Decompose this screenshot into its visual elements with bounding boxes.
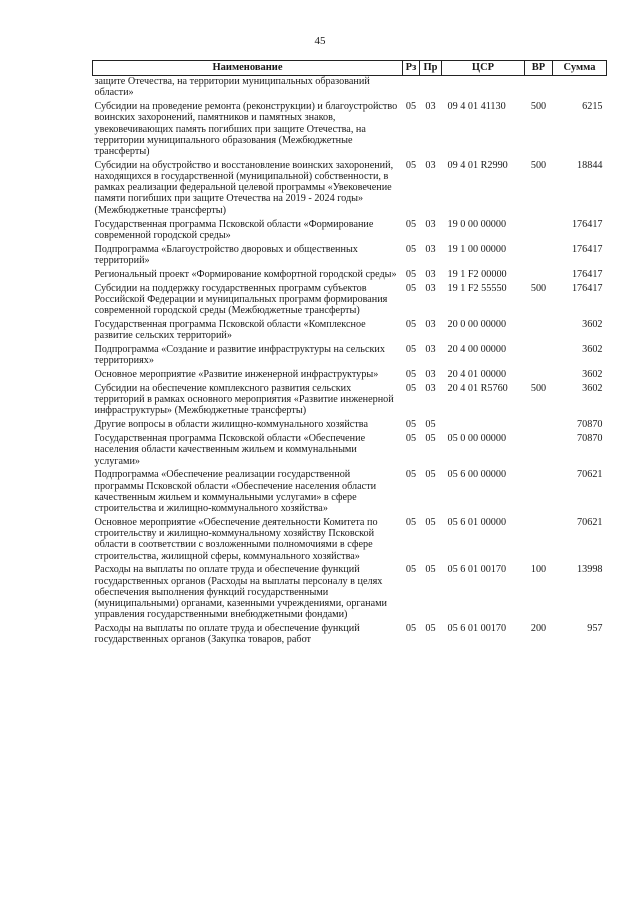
cell-csr: [442, 419, 525, 433]
page-number: 45: [314, 35, 326, 47]
table-row: [93, 269, 607, 283]
cell-sum: 70621: [577, 516, 603, 528]
cell-name: Региональный проект «Формирование комфортной городской среды»: [94, 268, 397, 280]
cell-csr: 05 6 01 00000: [447, 516, 507, 528]
cell-pr: 03: [425, 218, 436, 230]
table-header: [93, 61, 607, 76]
cell-csr: 05 6 01 00170: [447, 564, 507, 576]
cell-name: защите Отечества, на территории муниципальных образований области»: [94, 76, 370, 99]
cell-name: Субсидии на обеспечение комплексного развития сельских территорий в рамках основного мероприятия «Развитие инженерной инфраструктуры» (Межбюджетные трансферты): [94, 382, 394, 417]
cell-sum: 3602: [582, 369, 603, 381]
cell-sum: 3602: [582, 318, 603, 330]
cell-name: Основное мероприятие «Обеспечение деятельности Комитета по строительству и жилищно-коммунальному хозяйству Псковской области в соответствии с возложенными полномочиями в сфере строительства, жилищной сферы, коммунального хозяйства»: [94, 516, 378, 562]
cell-csr: [442, 76, 525, 102]
cell-rz: 05: [405, 382, 417, 394]
cell-pr: 05: [425, 469, 436, 481]
cell-rz: 05: [405, 282, 417, 294]
cell-sum: 18844: [577, 159, 603, 171]
cell-pr: 03: [425, 318, 436, 330]
table-row: [93, 244, 607, 269]
cell-name: Другие вопросы в области жилищно-коммунального хозяйства: [94, 419, 368, 431]
table-row: [93, 319, 607, 344]
cell-vr: [525, 76, 553, 102]
cell-rz: 05: [405, 343, 417, 355]
cell-csr: 05 6 01 00170: [447, 623, 507, 635]
cell-pr: 05: [425, 623, 436, 635]
table-row: [93, 344, 607, 369]
cell-vr: [525, 319, 553, 344]
header-pr: Пр: [420, 61, 442, 76]
cell-pr: 05: [425, 419, 436, 431]
cell-pr: 03: [425, 159, 436, 171]
cell-rz: [403, 76, 420, 102]
cell-sum: 13998: [577, 564, 603, 576]
cell-name: Субсидии на обустройство и восстановление воинских захоронений, находящихся в государственной (муниципальной) собственности, в рамках реализации федеральной целевой программы «Увековечение памяти погибших при защите Отечества на 2019 - 2024 годы» (Межбюджетные трансферты): [94, 159, 394, 216]
cell-name: Расходы на выплаты по оплате труда и обеспечение функций государственных органов (Расходы на выплаты персоналу в целях обеспечения выполнения функций государственными (муниципальными) органами, казенными учреждениями, органами управления государственными внебюджетными фондами): [94, 564, 387, 621]
table-row: [93, 469, 607, 517]
table-row: [93, 369, 607, 383]
cell-csr: 20 4 01 R5760: [447, 382, 508, 394]
cell-sum: [553, 76, 607, 102]
cell-rz: 05: [405, 564, 417, 576]
cell-csr: 19 0 00 00000: [447, 218, 507, 230]
table-row: [93, 419, 607, 433]
cell-csr: 20 4 01 00000: [447, 369, 507, 381]
cell-vr: [525, 419, 553, 433]
cell-name: Расходы на выплаты по оплате труда и обеспечение функций государственных органов (Закупка товаров, работ: [94, 623, 360, 646]
cell-rz: 05: [405, 369, 417, 381]
cell-sum: 70621: [577, 469, 603, 481]
cell-sum: 176417: [571, 218, 603, 230]
cell-name: Подпрограмма «Обеспечение реализации государственной программы Псковской области «Обеспечение населения области качественным жильем и коммунальными услугами» в сфере строительства и жилищно-коммунального хозяйства»: [94, 469, 377, 515]
budget-table: [92, 60, 607, 648]
cell-pr: 03: [425, 369, 436, 381]
table-row: [93, 76, 607, 102]
cell-vr: [525, 517, 553, 565]
table-row: [93, 101, 607, 160]
cell-name: Основное мероприятие «Развитие инженерной инфраструктуры»: [94, 369, 379, 381]
table-row: [93, 383, 607, 419]
cell-rz: 05: [405, 433, 417, 445]
cell-pr: 03: [425, 382, 436, 394]
header-csr: ЦСР: [442, 61, 525, 76]
cell-name: Субсидии на поддержку государственных программ субъектов Российской Федерации и муниципальных программ формирования современной городской среды (Межбюджетные трансферты): [94, 282, 388, 316]
cell-rz: 05: [405, 268, 417, 280]
cell-name: Подпрограмма «Благоустройство дворовых и общественных территорий»: [94, 243, 358, 266]
cell-sum: 957: [587, 623, 603, 635]
cell-vr: 500: [530, 382, 547, 394]
cell-vr: [525, 369, 553, 383]
cell-rz: 05: [405, 419, 417, 431]
cell-pr: 03: [425, 268, 436, 280]
cell-rz: 05: [405, 159, 417, 171]
cell-csr: 20 0 00 00000: [447, 318, 507, 330]
cell-vr: 500: [530, 101, 547, 113]
cell-vr: 500: [530, 159, 547, 171]
table-row: [93, 433, 607, 469]
cell-rz: 05: [405, 218, 417, 230]
cell-rz: 05: [405, 318, 417, 330]
table-row: [93, 623, 607, 648]
cell-csr: 09 4 01 R2990: [447, 159, 508, 171]
cell-vr: [525, 219, 553, 244]
cell-pr: 05: [425, 433, 436, 445]
cell-pr: 05: [425, 516, 436, 528]
cell-csr: 20 4 00 00000: [447, 343, 507, 355]
cell-rz: 05: [405, 469, 417, 481]
cell-sum: 176417: [571, 243, 603, 255]
header-rz: Рз: [403, 61, 420, 76]
cell-vr: 100: [530, 564, 547, 576]
cell-pr: 03: [425, 101, 436, 113]
table-row: [93, 517, 607, 565]
cell-pr: 03: [425, 243, 436, 255]
cell-rz: 05: [405, 623, 417, 635]
cell-sum: 6215: [582, 101, 603, 113]
cell-csr: 05 6 00 00000: [447, 469, 507, 481]
cell-name: Государственная программа Псковской области «Комплексное развитие сельских территорий»: [94, 318, 366, 342]
cell-pr: 05: [425, 564, 436, 576]
header-name: Наименование: [93, 61, 403, 76]
cell-rz: 05: [405, 101, 417, 113]
table-row: [93, 219, 607, 244]
cell-csr: 19 1 F2 00000: [447, 268, 507, 280]
cell-csr: 05 0 00 00000: [447, 433, 507, 445]
cell-sum: 176417: [571, 268, 603, 280]
cell-vr: [525, 433, 553, 469]
cell-name: Субсидии на проведение ремонта (реконструкции) и благоустройство воинских захоронений, памятников и памятных знаков, увековечивающих память погибших при защите Отечества, на территории муниципального образования (Межбюджетные трансферты): [94, 101, 398, 157]
cell-name: Государственная программа Псковской области «Обеспечение населения области качественным жильем и коммунальными услугами»: [94, 433, 366, 467]
cell-vr: [525, 244, 553, 269]
cell-csr: 19 1 F2 55550: [447, 282, 507, 294]
cell-rz: 05: [405, 243, 417, 255]
cell-pr: [420, 76, 442, 102]
cell-csr: 19 1 00 00000: [447, 243, 507, 255]
cell-csr: 09 4 01 41130: [447, 101, 506, 113]
cell-sum: 176417: [571, 282, 603, 294]
cell-sum: 3602: [582, 382, 603, 394]
header-sum: Сумма: [553, 61, 607, 76]
cell-vr: 200: [530, 623, 547, 635]
cell-name: Подпрограмма «Создание и развитие инфраструктуры на сельских территориях»: [94, 343, 385, 367]
cell-pr: 03: [425, 282, 436, 294]
cell-vr: [525, 269, 553, 283]
cell-sum: 70870: [577, 433, 603, 445]
cell-name: Государственная программа Псковской области «Формирование современной городской среды»: [94, 218, 374, 241]
table-body: [93, 76, 607, 649]
cell-vr: [525, 469, 553, 517]
table-row: [93, 564, 607, 623]
cell-vr: [525, 344, 553, 369]
table-row: [93, 283, 607, 319]
cell-pr: 03: [425, 343, 436, 355]
cell-sum: 70870: [577, 419, 603, 431]
table-row: [93, 160, 607, 219]
header-vr: ВР: [525, 61, 553, 76]
cell-sum: 3602: [582, 343, 603, 355]
cell-rz: 05: [405, 516, 417, 528]
cell-vr: 500: [530, 282, 547, 294]
